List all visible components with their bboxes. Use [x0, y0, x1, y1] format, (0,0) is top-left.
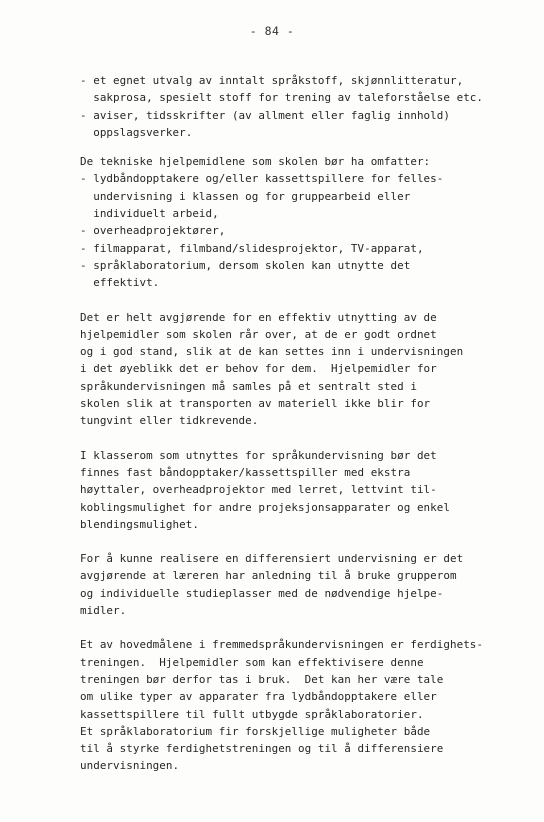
text-line: blendingsmulighet.: [80, 517, 199, 531]
text-line: Det er helt avgjørende for en effektiv utnytting av de: [80, 310, 437, 324]
text-line: høyttaler, overheadprojektor med lerret, lettvint til-: [80, 483, 437, 497]
paragraph-gap: [80, 141, 538, 153]
text-line: oppslagsverker.: [80, 125, 193, 139]
text-line: individuelt arbeid,: [80, 207, 219, 221]
text-line: hjelpemidler som skolen rår over, at de er godt ordnet: [80, 327, 437, 341]
text-line: i det øyeblikk det er behov for dem. Hjelpemidler for: [80, 362, 437, 376]
text-line: - overheadprojektører,: [80, 224, 226, 238]
paragraph-gap: [80, 533, 538, 550]
text-line: I klasserom som utnyttes for språkundervisning bør det: [80, 448, 437, 462]
text-line: De tekniske hjelpemidlene som skolen bør ha omfatter:: [80, 155, 431, 169]
text-line: - språklaboratorium, dersom skolen kan utnytte det: [80, 258, 411, 272]
text-line: koblingsmulighet for andre projeksjonsapparater og enkel: [80, 500, 450, 514]
text-line: avgjørende at læreren har anledning til å bruke grupperom: [80, 569, 457, 583]
page-number: - 84 -: [249, 24, 295, 38]
paragraph-gap: [80, 430, 538, 447]
text-block-para3: [80, 550, 538, 619]
document-body: [80, 72, 538, 775]
text-line: og individuelle studieplasser med de nødvendige hjelpe-: [80, 586, 444, 600]
paragraph-gap: [80, 619, 538, 636]
text-line: - et egnet utvalg av inntalt språkstoff, skjønnlitteratur,: [80, 74, 464, 87]
text-block-list1: [80, 72, 538, 141]
text-line: undervisning i klassen og for gruppearbeid eller: [80, 189, 411, 203]
text-line: For å kunne realisere en differensiert undervisning er det: [80, 552, 464, 566]
text-line: kassettspillere til fullt utbygde språklaboratorier.: [80, 707, 424, 721]
text-line: - aviser, tidsskrifter (av allment eller faglig innhold): [80, 108, 450, 122]
text-line: treningen. Hjelpemidler som kan effektivisere denne: [80, 655, 424, 669]
text-block-para1: [80, 309, 538, 430]
text-line: - filmapparat, filmband/slidesprojektor, TV-apparat,: [80, 241, 424, 255]
text-line: språkundervisningen må samles på et sentralt sted i: [80, 379, 417, 393]
text-line: skolen slik at transporten av materiell ikke blir for: [80, 397, 431, 411]
text-line: til å styrke ferdighetstreningen og til å differensiere: [80, 742, 444, 756]
text-line: midler.: [80, 604, 127, 618]
paragraph-gap: [80, 292, 538, 309]
text-line: effektivt.: [80, 276, 160, 290]
text-line: finnes fast båndopptaker/kassettspiller med ekstra: [80, 465, 411, 479]
text-line: og i god stand, slik at de kan settes inn i undervisningen: [80, 345, 464, 359]
text-line: undervisningen.: [80, 759, 180, 773]
text-block-para2: [80, 447, 538, 533]
text-line: - lydbåndopptakere og/eller kassettspillere for felles-: [80, 172, 444, 186]
text-line: tungvint eller tidkrevende.: [80, 414, 259, 428]
text-block-para4: [80, 636, 538, 774]
text-block-list2: [80, 153, 538, 291]
text-line: Et av hovedmålene i fremmedspråkundervisningen er ferdighets-: [80, 638, 484, 652]
text-line: sakprosa, spesielt stoff for trening av taleforståelse etc.: [80, 91, 484, 105]
text-line: Et språklaboratorium fir forskjellige muligheter både: [80, 724, 431, 738]
text-line: om ulike typer av apparater fra lydbåndopptakere eller: [80, 690, 437, 704]
text-line: treningen bør derfor tas i bruk. Det kan her være tale: [80, 672, 444, 686]
